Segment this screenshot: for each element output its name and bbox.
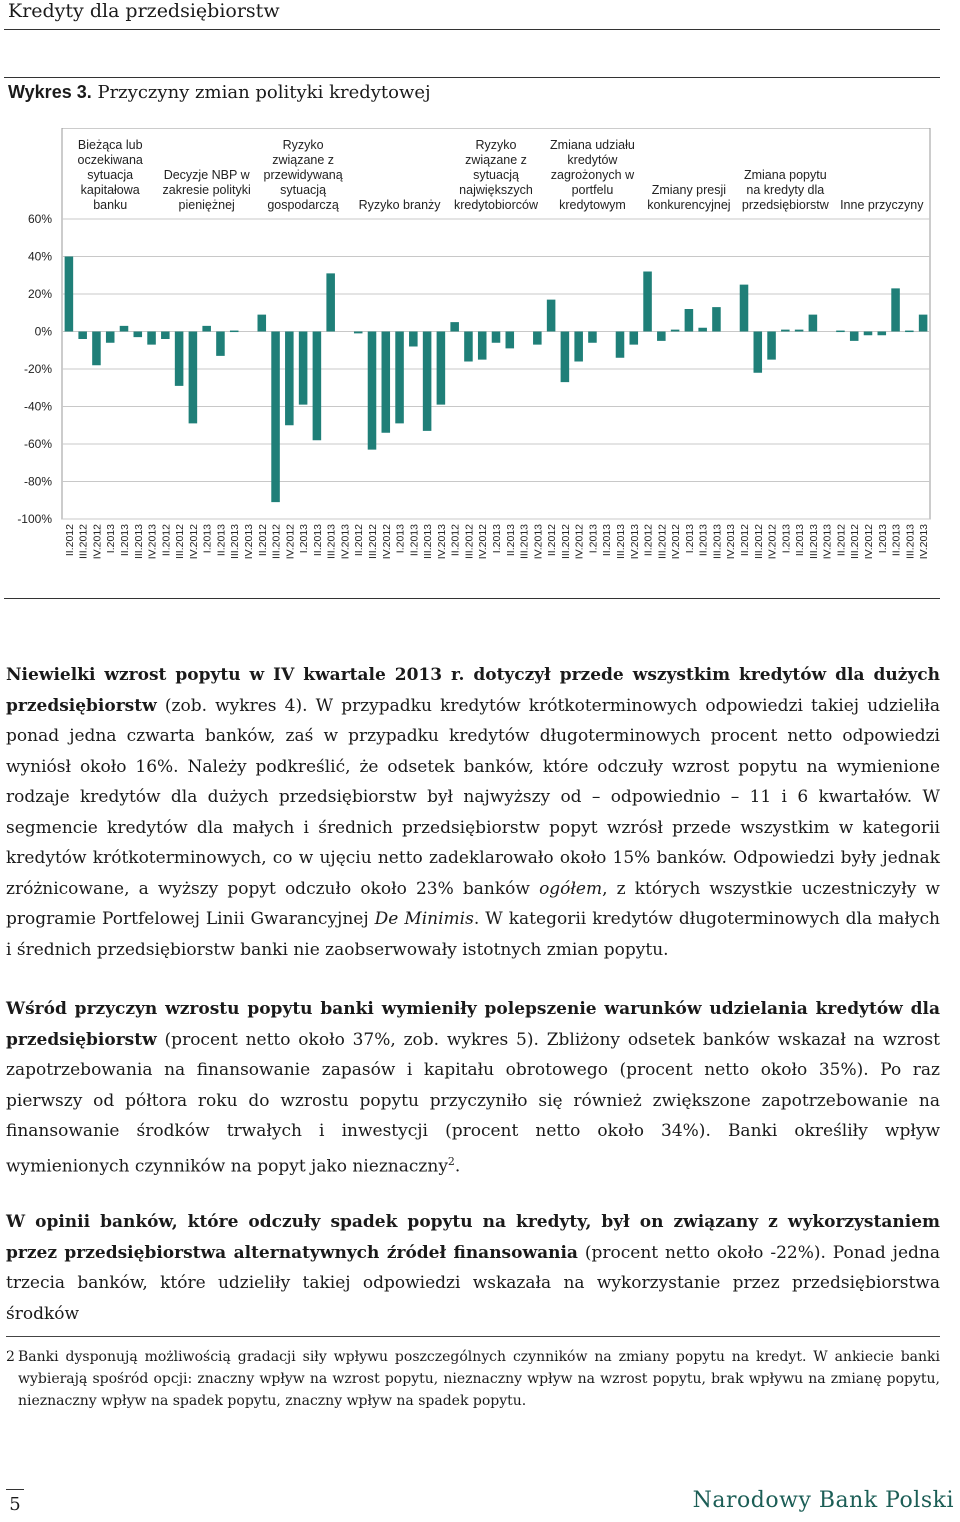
bar [712,307,721,331]
footnote [6,1346,940,1412]
group-label-line: przedsiębiorstw [741,198,829,212]
bar [271,332,280,503]
bar [850,332,859,341]
x-tick-label: II.2012 [449,524,462,557]
nbp-logo: Narodowy Bank Polski [692,1488,954,1513]
group-label-line: pieniężnej [178,198,235,212]
group-label-line: Ryzyko branży [358,198,441,212]
bar [92,332,101,366]
y-tick-label: -60% [23,437,52,451]
x-tick-label: III.2013 [904,524,917,560]
x-tick-label: III.2012 [752,524,765,560]
bar [767,332,776,360]
x-tick-label: III.2012 [367,524,379,560]
figure-caption: Przyczyny zmian polityki kredytowej [97,82,431,103]
bar [630,332,639,345]
group-label-line: kredytobiorców [453,198,539,212]
x-tick-label: IV.2013 [435,524,448,560]
x-tick-label: III.2013 [615,524,627,560]
bar [671,330,680,332]
bar [754,332,763,373]
group-label-line: Zmiana popytu [743,168,827,182]
x-tick-label: IV.2012 [670,524,683,560]
x-tick-label: III.2013 [132,524,145,560]
bar [478,332,487,360]
x-tick-label: I.2013 [298,524,311,554]
x-tick-label: II.2013 [408,524,421,557]
group-label-line: portfelu [571,183,614,197]
x-tick-label: IV.2012 [284,524,297,560]
bar [202,326,211,332]
group-label-line: sytuacją [473,168,519,182]
group-label-line: gospodarczą [267,198,339,212]
x-tick-label: II.2012 [256,524,269,557]
y-tick-label: -100% [17,512,52,526]
group-label-line: Ryzyko [282,138,324,152]
x-tick-label: I.2013 [587,524,600,554]
y-tick-label: 0% [34,324,52,339]
bar [354,332,363,334]
footnote-rule [6,1336,940,1337]
bar [616,332,625,358]
bar [216,332,225,356]
bar [189,332,198,424]
x-tick-label: II.2013 [215,524,228,557]
bar [106,332,115,343]
y-tick-label: 40% [27,249,52,264]
bar [423,332,432,431]
x-tick-label: II.2013 [504,524,517,557]
group-label-line: Inne przyczyny [840,198,924,212]
x-tick-label: IV.2013 [532,524,545,560]
bar [230,331,239,333]
y-tick-label: -40% [23,399,52,414]
paragraph-1-lead: Niewielki wzrost popytu w IV kwartale 2013 r. dotyczył przede wszystkim kredytów dla dużych przedsiębiorstw [6,665,940,716]
bar [161,332,170,340]
paragraph-3-text: (procent netto około -22%). Ponad jedna trzecia banków, które udzieliły takiej odpowiedzi wskazała na wykorzystanie przez przedsiębiorstwa środków [6,1242,940,1324]
group-label-line: Ryzyko [475,138,517,152]
x-tick-label: IV.2013 [821,524,834,560]
x-tick-label: II.2013 [119,524,131,557]
x-tick-label: II.2012 [353,524,366,557]
bar [450,322,459,331]
y-tick-label: -20% [23,362,52,376]
bar [492,332,501,343]
bar [368,332,377,450]
header-rule [4,29,940,30]
figure-top-rule [4,77,940,78]
bar [258,315,267,332]
paragraph-1-emphasis: ogółem [539,878,603,899]
x-tick-label: III.2013 [325,524,338,560]
bar-chart [4,128,934,573]
figure-bottom-rule [4,598,940,599]
figure-number: Wykres 3. [8,82,92,102]
group-label-line: przewidywaną [263,168,343,182]
x-tick-label: IV.2012 [477,524,490,560]
x-tick-label: III.2012 [77,524,90,560]
bar [864,332,873,336]
x-tick-label: IV.2013 [243,524,255,560]
running-header: Kredyty dla przedsiębiorstw [8,0,280,22]
bar [781,330,790,332]
group-label-line: kapitałowa [80,183,140,197]
bar [919,315,928,332]
x-tick-label: I.2013 [394,524,407,554]
x-tick-label: III.2012 [174,524,187,560]
x-tick-label: II.2013 [311,524,324,557]
bar [685,309,694,332]
paragraph-2 [6,994,940,1182]
bar [547,300,556,332]
bar [382,332,391,433]
bar [409,332,418,347]
x-tick-label: IV.2013 [339,524,352,560]
group-label-line: sytuacja [87,168,134,182]
bar [506,332,515,349]
paragraph-1-text-end: . W kategorii kredytów długoterminowych dla małych i średnich przedsiębiorstw banki nie zaobserwowały istotnych zmian popytu. [6,909,940,960]
bar [795,330,804,332]
x-tick-label: IV.2013 [725,524,738,560]
bar [464,332,473,362]
x-tick-label: IV.2012 [91,524,104,560]
group-label-line: banku [93,198,128,212]
footnote-text: Banki dysponują możliwością gradacji siły wpływu poszczególnych czynników na zmiany popytu na kredyt. W ankiecie banki wybierają spośród opcji: znaczny wpływ na wzrost popytu, nieznaczny wpływ na wzrost popytu, brak wpływu na zmianę popytu, nieznaczny wpływ na spadek popytu, znaczny wpływ na spadek popytu. [18,1349,940,1409]
x-tick-label: III.2012 [656,524,669,560]
bar [836,331,845,333]
x-tick-label: I.2013 [201,524,214,554]
group-label-line: oczekiwana [77,153,143,167]
group-label-line: zakresie polityki [162,183,251,197]
x-tick-label: I.2013 [876,524,889,554]
bar [533,332,542,345]
bar [643,272,652,332]
x-tick-label: III.2012 [849,524,862,560]
x-tick-label: II.2012 [642,524,655,557]
group-label-line: Zmiana udziału [550,138,635,152]
x-tick-label: III.2013 [807,524,820,560]
bar [657,332,666,341]
x-tick-label: I.2013 [105,524,118,554]
paragraph-3 [6,1207,940,1329]
x-tick-label: IV.2012 [573,524,586,560]
x-tick-label: III.2012 [270,524,283,560]
group-label-line: związane z [465,153,527,167]
page-number: 5 [6,1489,24,1515]
group-label-line: kredytów [567,153,618,167]
group-label-line: konkurencyjnej [647,198,731,212]
x-tick-label: I.2013 [780,524,793,554]
x-tick-label: II.2012 [63,524,76,557]
group-label-line: kredytowym [559,198,626,212]
group-label-line: największych [459,183,533,197]
footnote-ref[interactable]: 2 [447,1154,455,1168]
x-tick-label: II.2012 [546,524,559,557]
bar [313,332,322,441]
x-tick-label: II.2012 [739,524,751,557]
group-label-line: Bieżąca lub [77,138,143,152]
bar [395,332,404,424]
group-label-line: zagrożonych w [550,168,635,182]
group-label-line: związane z [272,153,335,167]
x-tick-label: III.2013 [229,524,242,560]
bar [809,315,818,332]
bar [740,285,749,332]
bar [574,332,583,362]
bar [147,332,156,345]
paragraph-2-text-end: . [454,1156,461,1177]
x-tick-label: II.2013 [697,524,710,557]
footnote-number: 2 [6,1349,15,1365]
bar [891,288,900,331]
bar [561,332,570,383]
bar [299,332,308,405]
bar [437,332,446,405]
x-tick-label: III.2013 [518,524,531,560]
x-tick-label: IV.2012 [187,524,200,560]
x-tick-label: II.2013 [601,524,614,557]
bar [905,331,914,333]
bar [285,332,294,426]
x-tick-label: IV.2013 [628,524,641,560]
y-tick-label: 20% [27,287,52,301]
paragraph-3-lead: W opinii banków, które odczuły spadek popytu na kredyty, był on związany z wykorzystaniem przez przedsiębiorstwa alternatywnych źródeł finansowania [6,1212,940,1263]
bar [326,273,335,331]
paragraph-2-text: (procent netto około 37%, zob. wykres 5). Zbliżony odsetek banków wskazał na wzrost zapotrzebowania na finansowanie zapasów i kapitału obrotowego (procent netto około 35%). Po raz pierwszy od półtora roku do wzrostu popytu przyczyniło się również zwiększone zapotrzebowanie na finansowanie środków trwałych i inwestycji (procent netto około 34%). Banki określiły wpływ wymienionych czynników na popyt jako nieznaczny [6,1029,940,1177]
paragraph-1 [6,660,940,965]
bar [175,332,184,386]
x-tick-label: I.2013 [683,524,696,554]
x-tick-label: III.2013 [422,524,435,560]
x-tick-label: IV.2013 [918,524,931,560]
bar [878,332,887,336]
paragraph-2-lead: Wśród przyczyn wzrostu popytu banki wymieniły polepszenie warunków udzielania kredytów dla przedsiębiorstw [6,999,940,1050]
paragraph-1-program-name: De Minimis [374,909,474,929]
bar [78,332,87,340]
x-tick-label: II.2012 [160,524,173,557]
x-tick-label: IV.2012 [380,524,393,560]
x-tick-label: III.2013 [711,524,724,560]
x-tick-label: II.2012 [835,524,848,557]
y-tick-label: 60% [27,212,52,226]
x-tick-label: I.2013 [491,524,503,554]
figure-title [8,82,431,103]
paragraph-1-text: (zob. wykres 4). W przypadku kredytów krótkoterminowych odpowiedzi takiej udzieliła ponad jedna czwarta banków, zaś w przypadku kredytów długoterminowych procent netto odpowiedzi wyniósł około 16%. Należy podkreślić, że odsetek banków, które odczuły wzrost popytu na wymienione rodzaje kredytów dla dużych przedsiębiorstw był najwyższy od – odpowiednio – 11 i 6 kwartałów. W segmencie kredytów dla małych i średnich przedsiębiorstw popyt wzrósł przede wszystkim w kategorii kredytów krótkoterminowych, co w ujęciu netto zadeklarowało około 15% banków. Odpowiedzi były jednak zróżnicowane, a wyższy popyt odczuło około 23% banków [6,695,940,899]
x-tick-label: III.2012 [463,524,476,560]
x-tick-label: IV.2012 [766,524,779,560]
group-label-line: Zmiany presji [651,183,727,197]
x-tick-label: IV.2012 [863,524,875,560]
group-label-line: sytuacją [280,183,327,197]
y-tick-label: -80% [23,474,52,489]
group-label-line: Decyzje NBP w [163,168,250,182]
bar [588,332,597,343]
x-tick-label: IV.2013 [146,524,159,560]
group-label-line: na kredyty dla [746,183,825,197]
x-tick-label: II.2013 [890,524,903,557]
bar [65,257,74,332]
x-tick-label: III.2012 [559,524,572,560]
bar [120,326,129,332]
paragraph-1-text-mid: , z których wszystkie uczestniczyły w programie Portfelowej Linii Gwarancyjnej [6,878,940,929]
bar [698,328,707,332]
x-tick-label: II.2013 [794,524,807,557]
bar [134,332,143,338]
